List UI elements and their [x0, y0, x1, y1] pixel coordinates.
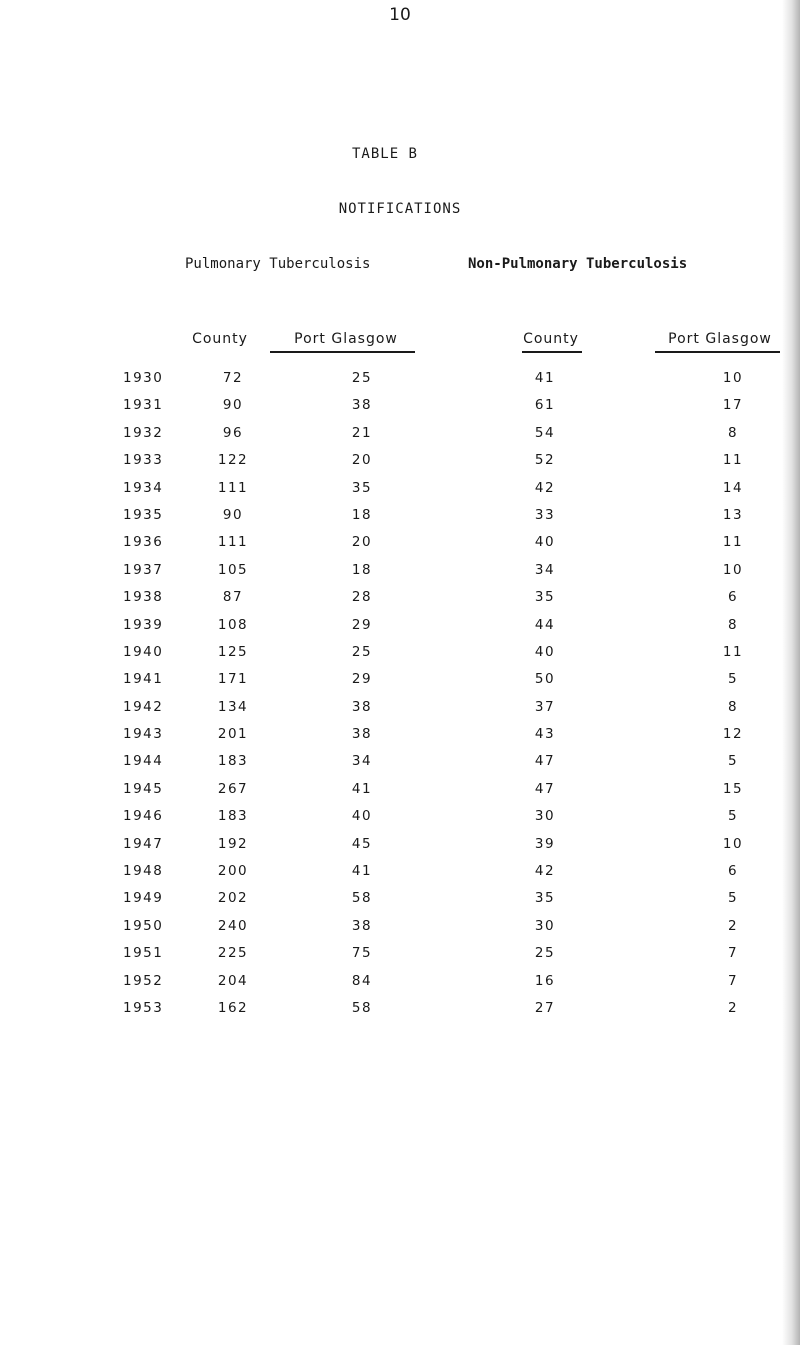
non-pulmonary-port-glasgow-cell: 10 [722, 370, 744, 386]
pulmonary-port-glasgow-cell: 25 [351, 370, 373, 386]
pulmonary-county-cell: 90 [222, 397, 244, 414]
pulmonary-port-glasgow-cell: 41 [351, 863, 373, 880]
pulmonary-county-cell: 201 [217, 726, 249, 743]
pulmonary-county-cell: 225 [217, 945, 249, 962]
pulmonary-county-cell: 111 [217, 479, 249, 496]
pulmonary-county-cell: 183 [217, 808, 249, 825]
table-row [0, 644, 800, 671]
pulmonary-port-glasgow-cell: 38 [351, 726, 373, 743]
non-pulmonary-port-glasgow-cell: 7 [727, 972, 739, 989]
year-cell: 1937 [123, 561, 164, 578]
pulmonary-port-glasgow-cell: 28 [351, 589, 373, 606]
table-row [0, 890, 800, 917]
non-pulmonary-county-cell: 34 [534, 561, 556, 578]
pulmonary-county-cell: 134 [217, 698, 249, 715]
non-pulmonary-county-cell: 52 [534, 452, 556, 469]
non-pulmonary-county-cell: 42 [534, 863, 556, 880]
page-number: 10 [389, 5, 411, 25]
year-cell: 1932 [123, 424, 164, 441]
pulmonary-county-cell: 202 [217, 890, 249, 907]
pulmonary-county-cell: 240 [217, 917, 249, 934]
pulmonary-county-cell: 162 [217, 999, 249, 1016]
table-row [0, 918, 800, 945]
pulmonary-county-cell: 105 [217, 561, 249, 578]
pulmonary-port-glasgow-cell: 25 [351, 643, 373, 660]
pulmonary-county-cell: 204 [217, 972, 249, 989]
non-pulmonary-port-glasgow-cell: 8 [727, 698, 739, 715]
table-row [0, 397, 800, 424]
year-cell: 1947 [123, 835, 164, 852]
table-row [0, 1000, 800, 1027]
non-pulmonary-port-glasgow-cell: 2 [727, 999, 739, 1016]
pulmonary-port-glasgow-cell: 40 [351, 808, 373, 825]
non-pulmonary-county-cell: 41 [534, 370, 556, 386]
year-cell: 1953 [123, 999, 164, 1016]
non-pulmonary-port-glasgow-cell: 10 [722, 561, 744, 578]
table-title: TABLE B [351, 146, 418, 162]
group-header-non-pulmonary: Non-Pulmonary Tuberculosis [468, 256, 688, 272]
column-header-non-pulmonary-county: County [523, 331, 579, 347]
pulmonary-county-cell: 87 [222, 589, 244, 606]
table-row [0, 589, 800, 616]
table-row [0, 534, 800, 561]
non-pulmonary-port-glasgow-cell: 11 [722, 452, 744, 469]
column-header-underline [270, 351, 415, 353]
table-row [0, 617, 800, 644]
pulmonary-county-cell: 111 [217, 534, 249, 551]
pulmonary-port-glasgow-cell: 21 [351, 424, 373, 441]
non-pulmonary-port-glasgow-cell: 5 [727, 753, 739, 770]
column-header-underline [522, 351, 582, 353]
year-cell: 1945 [123, 780, 164, 797]
table-row [0, 973, 800, 1000]
non-pulmonary-port-glasgow-cell: 5 [727, 671, 739, 688]
pulmonary-port-glasgow-cell: 84 [351, 972, 373, 989]
pulmonary-county-cell: 183 [217, 753, 249, 770]
year-cell: 1939 [123, 616, 164, 633]
column-header-non-pulmonary-port-glasgow: Port Glasgow [668, 331, 772, 347]
column-header-underline [655, 351, 780, 353]
table-row [0, 480, 800, 507]
table-row [0, 945, 800, 972]
non-pulmonary-county-cell: 39 [534, 835, 556, 852]
year-cell: 1941 [123, 671, 164, 688]
pulmonary-port-glasgow-cell: 29 [351, 616, 373, 633]
table-row [0, 808, 800, 835]
non-pulmonary-county-cell: 40 [534, 534, 556, 551]
year-cell: 1936 [123, 534, 164, 551]
table-row [0, 671, 800, 698]
non-pulmonary-county-cell: 16 [534, 972, 556, 989]
non-pulmonary-county-cell: 47 [534, 753, 556, 770]
pulmonary-port-glasgow-cell: 35 [351, 479, 373, 496]
pulmonary-port-glasgow-cell: 41 [351, 780, 373, 797]
pulmonary-county-cell: 171 [217, 671, 249, 688]
year-cell: 1931 [123, 397, 164, 414]
table-row [0, 507, 800, 534]
year-cell: 1944 [123, 753, 164, 770]
non-pulmonary-county-cell: 25 [534, 945, 556, 962]
table-subtitle: NOTIFICATIONS [338, 201, 462, 217]
non-pulmonary-port-glasgow-cell: 12 [722, 726, 744, 743]
non-pulmonary-county-cell: 27 [534, 999, 556, 1016]
pulmonary-port-glasgow-cell: 20 [351, 452, 373, 469]
non-pulmonary-port-glasgow-cell: 15 [722, 780, 744, 797]
year-cell: 1942 [123, 698, 164, 715]
non-pulmonary-port-glasgow-cell: 5 [727, 808, 739, 825]
table-row [0, 370, 800, 397]
year-cell: 1949 [123, 890, 164, 907]
pulmonary-port-glasgow-cell: 58 [351, 999, 373, 1016]
non-pulmonary-county-cell: 54 [534, 424, 556, 441]
pulmonary-port-glasgow-cell: 45 [351, 835, 373, 852]
pulmonary-county-cell: 200 [217, 863, 249, 880]
non-pulmonary-county-cell: 33 [534, 506, 556, 523]
year-cell: 1951 [123, 945, 164, 962]
column-header-pulmonary-county: County [192, 331, 248, 347]
non-pulmonary-port-glasgow-cell: 6 [727, 863, 739, 880]
non-pulmonary-port-glasgow-cell: 5 [727, 890, 739, 907]
pulmonary-port-glasgow-cell: 38 [351, 698, 373, 715]
table-row [0, 562, 800, 589]
non-pulmonary-county-cell: 50 [534, 671, 556, 688]
non-pulmonary-county-cell: 47 [534, 780, 556, 797]
pulmonary-county-cell: 125 [217, 643, 249, 660]
non-pulmonary-county-cell: 30 [534, 808, 556, 825]
year-cell: 1946 [123, 808, 164, 825]
non-pulmonary-port-glasgow-cell: 2 [727, 917, 739, 934]
non-pulmonary-port-glasgow-cell: 10 [722, 835, 744, 852]
year-cell: 1935 [123, 506, 164, 523]
non-pulmonary-port-glasgow-cell: 8 [727, 424, 739, 441]
year-cell: 1952 [123, 972, 164, 989]
group-header-pulmonary: Pulmonary Tuberculosis [185, 256, 371, 272]
year-cell: 1948 [123, 863, 164, 880]
pulmonary-port-glasgow-cell: 20 [351, 534, 373, 551]
year-cell: 1940 [123, 643, 164, 660]
non-pulmonary-port-glasgow-cell: 11 [722, 643, 744, 660]
non-pulmonary-county-cell: 43 [534, 726, 556, 743]
table-row [0, 836, 800, 863]
non-pulmonary-port-glasgow-cell: 14 [722, 479, 744, 496]
non-pulmonary-county-cell: 30 [534, 917, 556, 934]
pulmonary-port-glasgow-cell: 29 [351, 671, 373, 688]
pulmonary-county-cell: 192 [217, 835, 249, 852]
year-cell: 1943 [123, 726, 164, 743]
pulmonary-port-glasgow-cell: 58 [351, 890, 373, 907]
year-cell: 1950 [123, 917, 164, 934]
table-body [0, 370, 800, 1027]
table-row [0, 781, 800, 808]
non-pulmonary-county-cell: 40 [534, 643, 556, 660]
table-row [0, 425, 800, 452]
pulmonary-county-cell: 267 [217, 780, 249, 797]
pulmonary-port-glasgow-cell: 18 [351, 506, 373, 523]
year-cell: 1933 [123, 452, 164, 469]
non-pulmonary-county-cell: 44 [534, 616, 556, 633]
pulmonary-county-cell: 108 [217, 616, 249, 633]
table-row [0, 863, 800, 890]
non-pulmonary-county-cell: 37 [534, 698, 556, 715]
non-pulmonary-county-cell: 35 [534, 890, 556, 907]
year-cell: 1934 [123, 479, 164, 496]
non-pulmonary-county-cell: 42 [534, 479, 556, 496]
table-row [0, 753, 800, 780]
pulmonary-port-glasgow-cell: 38 [351, 397, 373, 414]
scan-edge-shadow [782, 0, 800, 1345]
non-pulmonary-county-cell: 35 [534, 589, 556, 606]
pulmonary-port-glasgow-cell: 34 [351, 753, 373, 770]
non-pulmonary-port-glasgow-cell: 7 [727, 945, 739, 962]
year-cell: 1930 [123, 370, 164, 386]
non-pulmonary-county-cell: 61 [534, 397, 556, 414]
non-pulmonary-port-glasgow-cell: 8 [727, 616, 739, 633]
pulmonary-port-glasgow-cell: 18 [351, 561, 373, 578]
table-row [0, 452, 800, 479]
non-pulmonary-port-glasgow-cell: 17 [722, 397, 744, 414]
pulmonary-port-glasgow-cell: 75 [351, 945, 373, 962]
pulmonary-county-cell: 122 [217, 452, 249, 469]
table-row [0, 726, 800, 753]
non-pulmonary-port-glasgow-cell: 13 [722, 506, 744, 523]
non-pulmonary-port-glasgow-cell: 11 [722, 534, 744, 551]
pulmonary-port-glasgow-cell: 38 [351, 917, 373, 934]
non-pulmonary-port-glasgow-cell: 6 [727, 589, 739, 606]
year-cell: 1938 [123, 589, 164, 606]
table-row [0, 699, 800, 726]
column-header-pulmonary-port-glasgow: Port Glasgow [294, 331, 398, 347]
pulmonary-county-cell: 90 [222, 506, 244, 523]
pulmonary-county-cell: 96 [222, 424, 244, 441]
pulmonary-county-cell: 72 [222, 370, 244, 386]
